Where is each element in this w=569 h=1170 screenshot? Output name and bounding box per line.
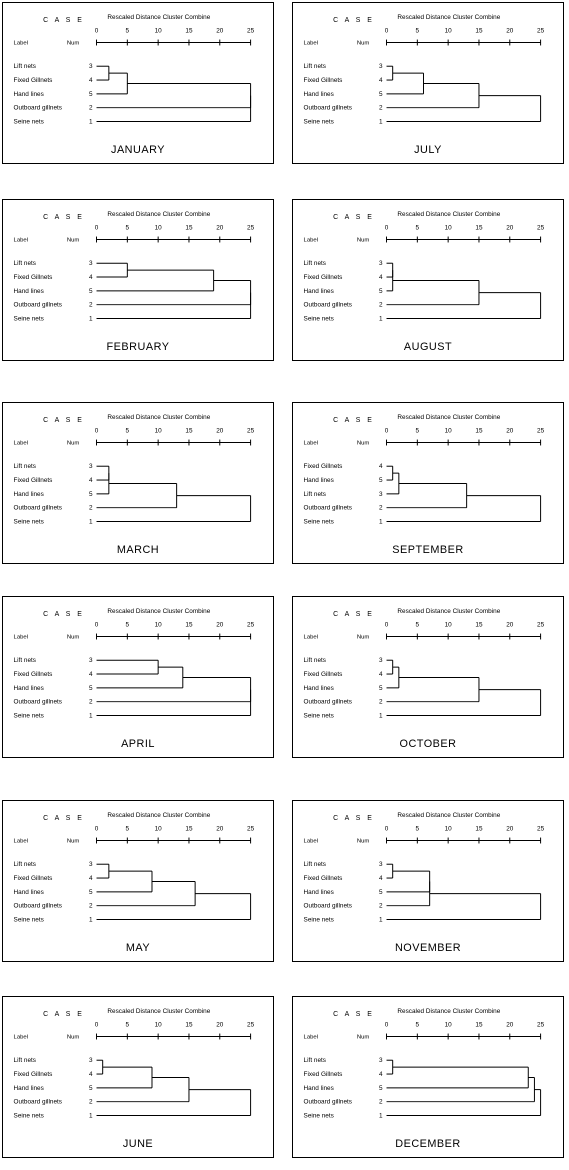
leaf-number: 1 bbox=[378, 518, 383, 526]
x-tick-label: 10 bbox=[154, 27, 162, 35]
leaf-number: 2 bbox=[88, 504, 93, 512]
case-header: C A S E bbox=[43, 814, 85, 822]
leaf-number: 2 bbox=[378, 104, 383, 112]
x-tick-label: 10 bbox=[154, 1021, 162, 1029]
leaf-label: Seine nets bbox=[13, 916, 44, 924]
x-tick-label: 10 bbox=[154, 427, 162, 435]
dendrogram-panel-may bbox=[2, 800, 274, 962]
x-tick-label: 20 bbox=[506, 427, 514, 435]
leaf-number: 1 bbox=[88, 118, 93, 126]
x-tick-label: 15 bbox=[185, 621, 193, 629]
leaf-number: 2 bbox=[88, 104, 93, 112]
case-header: C A S E bbox=[43, 16, 85, 24]
x-tick-label: 0 bbox=[94, 621, 99, 629]
num-header: Num bbox=[356, 237, 370, 244]
leaf-label: Lift nets bbox=[303, 861, 326, 869]
leaf-label: Fixed Gillnets bbox=[13, 77, 53, 85]
leaf-number: 4 bbox=[88, 875, 93, 883]
leaf-label: Seine nets bbox=[13, 1112, 44, 1120]
x-tick-label: 25 bbox=[247, 621, 255, 629]
x-tick-label: 15 bbox=[475, 27, 483, 35]
dendrogram-svg bbox=[3, 997, 273, 1157]
leaf-label: Lift nets bbox=[13, 260, 36, 268]
case-header: C A S E bbox=[333, 16, 375, 24]
leaf-label: Fixed Gillnets bbox=[303, 671, 343, 679]
leaf-number: 4 bbox=[88, 77, 93, 85]
num-header: Num bbox=[66, 440, 80, 447]
leaf-number: 5 bbox=[88, 490, 93, 498]
month-label: JANUARY bbox=[111, 144, 165, 157]
x-tick-label: 10 bbox=[444, 825, 452, 833]
dendrogram-panel-august bbox=[292, 199, 564, 361]
x-tick-label: 15 bbox=[185, 1021, 193, 1029]
x-tick-label: 15 bbox=[475, 224, 483, 232]
x-tick-label: 0 bbox=[94, 27, 99, 35]
x-tick-label: 25 bbox=[247, 427, 255, 435]
dendrogram-svg bbox=[293, 3, 563, 163]
x-tick-label: 0 bbox=[384, 825, 389, 833]
leaf-number: 3 bbox=[88, 260, 93, 268]
x-tick-label: 20 bbox=[506, 224, 514, 232]
dendrogram-svg bbox=[293, 403, 563, 563]
leaf-label: Outboard gillnets bbox=[13, 902, 62, 910]
leaf-label: Seine nets bbox=[303, 518, 334, 526]
num-header: Num bbox=[356, 634, 370, 641]
leaf-number: 3 bbox=[378, 63, 383, 71]
num-header: Num bbox=[66, 634, 80, 641]
leaf-label: Seine nets bbox=[303, 1112, 334, 1120]
case-header: C A S E bbox=[333, 213, 375, 221]
x-tick-label: 25 bbox=[537, 1021, 545, 1029]
month-label: FEBRUARY bbox=[106, 341, 170, 354]
leaf-label: Outboard gillnets bbox=[303, 301, 352, 309]
chart-title: Rescaled Distance Cluster Combine bbox=[397, 13, 501, 21]
leaf-label: Hand lines bbox=[303, 287, 334, 295]
x-tick-label: 15 bbox=[185, 224, 193, 232]
dendrogram-panel-december bbox=[292, 996, 564, 1158]
leaf-number: 2 bbox=[378, 698, 383, 706]
num-header: Num bbox=[66, 838, 80, 845]
dendrogram-svg bbox=[3, 801, 273, 961]
leaf-label: Fixed Gillnets bbox=[303, 77, 343, 85]
x-tick-label: 5 bbox=[125, 27, 130, 35]
leaf-label: Outboard gillnets bbox=[13, 1098, 62, 1106]
label-header: Label bbox=[13, 634, 29, 641]
chart-title: Rescaled Distance Cluster Combine bbox=[107, 811, 211, 819]
x-tick-label: 20 bbox=[216, 427, 224, 435]
leaf-number: 2 bbox=[88, 301, 93, 309]
leaf-number: 4 bbox=[88, 671, 93, 679]
x-tick-label: 10 bbox=[444, 224, 452, 232]
chart-title: Rescaled Distance Cluster Combine bbox=[397, 413, 501, 421]
chart-title: Rescaled Distance Cluster Combine bbox=[397, 811, 501, 819]
leaf-label: Seine nets bbox=[13, 315, 44, 323]
month-label: JUNE bbox=[122, 1138, 154, 1151]
leaf-number: 1 bbox=[378, 315, 383, 323]
x-tick-label: 20 bbox=[506, 621, 514, 629]
leaf-label: Fixed Gillnets bbox=[13, 671, 53, 679]
case-header: C A S E bbox=[333, 416, 375, 424]
x-tick-label: 0 bbox=[384, 1021, 389, 1029]
case-header: C A S E bbox=[43, 1010, 85, 1018]
leaf-number: 4 bbox=[88, 477, 93, 485]
x-tick-label: 0 bbox=[384, 427, 389, 435]
x-tick-label: 15 bbox=[185, 825, 193, 833]
chart-title: Rescaled Distance Cluster Combine bbox=[107, 413, 211, 421]
leaf-label: Lift nets bbox=[13, 63, 36, 71]
leaf-label: Hand lines bbox=[13, 684, 44, 692]
leaf-number: 1 bbox=[88, 916, 93, 924]
leaf-number: 2 bbox=[378, 301, 383, 309]
x-tick-label: 20 bbox=[216, 27, 224, 35]
leaf-number: 3 bbox=[378, 1057, 383, 1065]
leaf-number: 5 bbox=[378, 888, 383, 896]
label-header: Label bbox=[13, 838, 29, 845]
x-tick-label: 0 bbox=[94, 825, 99, 833]
dendrogram-svg bbox=[293, 597, 563, 757]
dendrogram-svg bbox=[3, 597, 273, 757]
leaf-label: Outboard gillnets bbox=[303, 1098, 352, 1106]
leaf-label: Lift nets bbox=[13, 657, 36, 665]
leaf-number: 5 bbox=[378, 477, 383, 485]
leaf-number: 2 bbox=[378, 504, 383, 512]
x-tick-label: 10 bbox=[444, 621, 452, 629]
x-tick-label: 0 bbox=[384, 27, 389, 35]
leaf-number: 3 bbox=[378, 657, 383, 665]
leaf-number: 1 bbox=[378, 118, 383, 126]
leaf-label: Outboard gillnets bbox=[303, 104, 352, 112]
leaf-number: 3 bbox=[378, 490, 383, 498]
leaf-number: 3 bbox=[378, 260, 383, 268]
leaf-number: 4 bbox=[378, 463, 383, 471]
dendrogram-svg bbox=[293, 801, 563, 961]
x-tick-label: 10 bbox=[444, 27, 452, 35]
label-header: Label bbox=[13, 1034, 29, 1041]
dendrogram-panel-june bbox=[2, 996, 274, 1158]
leaf-number: 4 bbox=[378, 274, 383, 282]
chart-title: Rescaled Distance Cluster Combine bbox=[397, 210, 501, 218]
label-header: Label bbox=[303, 40, 319, 47]
leaf-number: 1 bbox=[378, 916, 383, 924]
leaf-label: Hand lines bbox=[13, 287, 44, 295]
case-header: C A S E bbox=[43, 213, 85, 221]
leaf-number: 3 bbox=[378, 861, 383, 869]
leaf-number: 2 bbox=[88, 902, 93, 910]
x-tick-label: 20 bbox=[506, 825, 514, 833]
month-label: SEPTEMBER bbox=[392, 544, 464, 557]
chart-title: Rescaled Distance Cluster Combine bbox=[107, 1007, 211, 1015]
x-tick-label: 0 bbox=[94, 224, 99, 232]
leaf-label: Outboard gillnets bbox=[13, 504, 62, 512]
dendrogram-svg bbox=[293, 200, 563, 360]
chart-title: Rescaled Distance Cluster Combine bbox=[397, 607, 501, 615]
leaf-label: Hand lines bbox=[13, 90, 44, 98]
chart-title: Rescaled Distance Cluster Combine bbox=[107, 607, 211, 615]
x-tick-label: 5 bbox=[125, 1021, 130, 1029]
leaf-label: Fixed Gillnets bbox=[13, 274, 53, 282]
x-tick-label: 5 bbox=[415, 825, 420, 833]
label-header: Label bbox=[13, 440, 29, 447]
x-tick-label: 25 bbox=[537, 27, 545, 35]
leaf-label: Outboard gillnets bbox=[303, 504, 352, 512]
leaf-label: Hand lines bbox=[13, 490, 44, 498]
case-header: C A S E bbox=[43, 610, 85, 618]
x-tick-label: 5 bbox=[415, 224, 420, 232]
leaf-label: Seine nets bbox=[303, 118, 334, 126]
x-tick-label: 0 bbox=[384, 224, 389, 232]
leaf-number: 4 bbox=[378, 1071, 383, 1079]
x-tick-label: 20 bbox=[216, 224, 224, 232]
x-tick-label: 15 bbox=[475, 825, 483, 833]
leaf-label: Outboard gillnets bbox=[303, 698, 352, 706]
leaf-number: 4 bbox=[88, 274, 93, 282]
num-header: Num bbox=[356, 40, 370, 47]
x-tick-label: 25 bbox=[247, 27, 255, 35]
month-label: APRIL bbox=[121, 738, 155, 751]
x-tick-label: 10 bbox=[444, 1021, 452, 1029]
leaf-number: 1 bbox=[88, 712, 93, 720]
leaf-number: 5 bbox=[378, 684, 383, 692]
x-tick-label: 15 bbox=[185, 427, 193, 435]
leaf-label: Fixed Gillnets bbox=[303, 463, 343, 471]
x-tick-label: 20 bbox=[506, 1021, 514, 1029]
leaf-number: 3 bbox=[88, 1057, 93, 1065]
x-tick-label: 5 bbox=[125, 825, 130, 833]
dendrogram-svg bbox=[3, 3, 273, 163]
leaf-label: Hand lines bbox=[13, 888, 44, 896]
num-header: Num bbox=[66, 237, 80, 244]
x-tick-label: 25 bbox=[537, 427, 545, 435]
leaf-label: Lift nets bbox=[13, 463, 36, 471]
leaf-label: Seine nets bbox=[303, 712, 334, 720]
num-header: Num bbox=[356, 1034, 370, 1041]
x-tick-label: 5 bbox=[415, 1021, 420, 1029]
x-tick-label: 15 bbox=[475, 621, 483, 629]
dendrogram-panel-march bbox=[2, 402, 274, 564]
dendrogram-svg bbox=[293, 997, 563, 1157]
dendrogram-svg bbox=[3, 403, 273, 563]
leaf-number: 4 bbox=[378, 875, 383, 883]
leaf-number: 2 bbox=[378, 1098, 383, 1106]
dendrogram-panel-november bbox=[292, 800, 564, 962]
x-tick-label: 20 bbox=[216, 1021, 224, 1029]
leaf-label: Outboard gillnets bbox=[303, 902, 352, 910]
leaf-number: 3 bbox=[88, 63, 93, 71]
leaf-label: Seine nets bbox=[303, 916, 334, 924]
leaf-label: Outboard gillnets bbox=[13, 698, 62, 706]
label-header: Label bbox=[13, 40, 29, 47]
leaf-number: 5 bbox=[378, 90, 383, 98]
x-tick-label: 10 bbox=[154, 621, 162, 629]
x-tick-label: 20 bbox=[216, 825, 224, 833]
x-tick-label: 25 bbox=[537, 224, 545, 232]
dendrogram-panel-january bbox=[2, 2, 274, 164]
case-header: C A S E bbox=[333, 610, 375, 618]
leaf-number: 2 bbox=[378, 902, 383, 910]
case-header: C A S E bbox=[43, 416, 85, 424]
leaf-number: 1 bbox=[88, 518, 93, 526]
leaf-number: 4 bbox=[88, 1071, 93, 1079]
leaf-label: Hand lines bbox=[303, 90, 334, 98]
leaf-number: 1 bbox=[378, 1112, 383, 1120]
label-header: Label bbox=[303, 440, 319, 447]
x-tick-label: 0 bbox=[94, 427, 99, 435]
x-tick-label: 5 bbox=[415, 621, 420, 629]
label-header: Label bbox=[303, 237, 319, 244]
leaf-number: 5 bbox=[88, 287, 93, 295]
leaf-label: Seine nets bbox=[303, 315, 334, 323]
label-header: Label bbox=[303, 838, 319, 845]
x-tick-label: 25 bbox=[247, 1021, 255, 1029]
x-tick-label: 10 bbox=[154, 224, 162, 232]
dendrogram-panel-february bbox=[2, 199, 274, 361]
month-label: MARCH bbox=[116, 544, 160, 557]
leaf-number: 5 bbox=[88, 90, 93, 98]
num-header: Num bbox=[356, 440, 370, 447]
x-tick-label: 20 bbox=[216, 621, 224, 629]
x-tick-label: 15 bbox=[185, 27, 193, 35]
leaf-number: 3 bbox=[88, 657, 93, 665]
x-tick-label: 25 bbox=[537, 621, 545, 629]
label-header: Label bbox=[303, 1034, 319, 1041]
chart-title: Rescaled Distance Cluster Combine bbox=[397, 1007, 501, 1015]
leaf-label: Lift nets bbox=[13, 861, 36, 869]
num-header: Num bbox=[356, 838, 370, 845]
case-header: C A S E bbox=[333, 1010, 375, 1018]
month-label: MAY bbox=[125, 942, 151, 955]
leaf-label: Fixed Gillnets bbox=[13, 875, 53, 883]
leaf-number: 1 bbox=[88, 315, 93, 323]
leaf-label: Seine nets bbox=[13, 712, 44, 720]
leaf-number: 2 bbox=[88, 698, 93, 706]
leaf-label: Seine nets bbox=[13, 518, 44, 526]
leaf-label: Fixed Gillnets bbox=[303, 1071, 343, 1079]
leaf-number: 3 bbox=[88, 861, 93, 869]
dendrogram-panel-april bbox=[2, 596, 274, 758]
leaf-number: 5 bbox=[88, 1084, 93, 1092]
leaf-label: Lift nets bbox=[13, 1057, 36, 1065]
x-tick-label: 5 bbox=[125, 427, 130, 435]
leaf-label: Outboard gillnets bbox=[13, 301, 62, 309]
label-header: Label bbox=[13, 237, 29, 244]
leaf-label: Hand lines bbox=[13, 1084, 44, 1092]
x-tick-label: 0 bbox=[384, 621, 389, 629]
chart-title: Rescaled Distance Cluster Combine bbox=[107, 13, 211, 21]
num-header: Num bbox=[66, 1034, 80, 1041]
x-tick-label: 25 bbox=[247, 224, 255, 232]
leaf-label: Lift nets bbox=[303, 63, 326, 71]
x-tick-label: 5 bbox=[125, 224, 130, 232]
leaf-number: 5 bbox=[88, 684, 93, 692]
x-tick-label: 5 bbox=[125, 621, 130, 629]
leaf-label: Seine nets bbox=[13, 118, 44, 126]
x-tick-label: 5 bbox=[415, 27, 420, 35]
x-tick-label: 0 bbox=[94, 1021, 99, 1029]
month-label: NOVEMBER bbox=[394, 942, 462, 955]
leaf-number: 4 bbox=[378, 671, 383, 679]
x-tick-label: 10 bbox=[444, 427, 452, 435]
dendrogram-panel-september bbox=[292, 402, 564, 564]
leaf-number: 3 bbox=[88, 463, 93, 471]
leaf-label: Hand lines bbox=[303, 477, 334, 485]
leaf-number: 2 bbox=[88, 1098, 93, 1106]
leaf-label: Lift nets bbox=[303, 657, 326, 665]
leaf-label: Outboard gillnets bbox=[13, 104, 62, 112]
x-tick-label: 15 bbox=[475, 427, 483, 435]
x-tick-label: 15 bbox=[475, 1021, 483, 1029]
leaf-label: Hand lines bbox=[303, 1084, 334, 1092]
x-tick-label: 25 bbox=[537, 825, 545, 833]
leaf-label: Hand lines bbox=[303, 684, 334, 692]
leaf-label: Fixed Gillnets bbox=[303, 875, 343, 883]
month-label: OCTOBER bbox=[399, 738, 457, 751]
leaf-label: Fixed Gillnets bbox=[13, 477, 53, 485]
leaf-number: 5 bbox=[88, 888, 93, 896]
month-label: AUGUST bbox=[403, 341, 453, 354]
dendrogram-panel-october bbox=[292, 596, 564, 758]
leaf-number: 1 bbox=[88, 1112, 93, 1120]
num-header: Num bbox=[66, 40, 80, 47]
leaf-label: Fixed Gillnets bbox=[303, 274, 343, 282]
leaf-label: Lift nets bbox=[303, 1057, 326, 1065]
dendrogram-panel-july bbox=[292, 2, 564, 164]
leaf-number: 4 bbox=[378, 77, 383, 85]
leaf-label: Fixed Gillnets bbox=[13, 1071, 53, 1079]
leaf-label: Hand lines bbox=[303, 888, 334, 896]
chart-title: Rescaled Distance Cluster Combine bbox=[107, 210, 211, 218]
leaf-number: 5 bbox=[378, 1084, 383, 1092]
case-header: C A S E bbox=[333, 814, 375, 822]
x-tick-label: 10 bbox=[154, 825, 162, 833]
x-tick-label: 25 bbox=[247, 825, 255, 833]
x-tick-label: 5 bbox=[415, 427, 420, 435]
x-tick-label: 20 bbox=[506, 27, 514, 35]
month-label: DECEMBER bbox=[395, 1138, 461, 1151]
leaf-number: 5 bbox=[378, 287, 383, 295]
month-label: JULY bbox=[414, 144, 442, 157]
label-header: Label bbox=[303, 634, 319, 641]
leaf-label: Lift nets bbox=[303, 490, 326, 498]
dendrogram-svg bbox=[3, 200, 273, 360]
leaf-label: Lift nets bbox=[303, 260, 326, 268]
leaf-number: 1 bbox=[378, 712, 383, 720]
